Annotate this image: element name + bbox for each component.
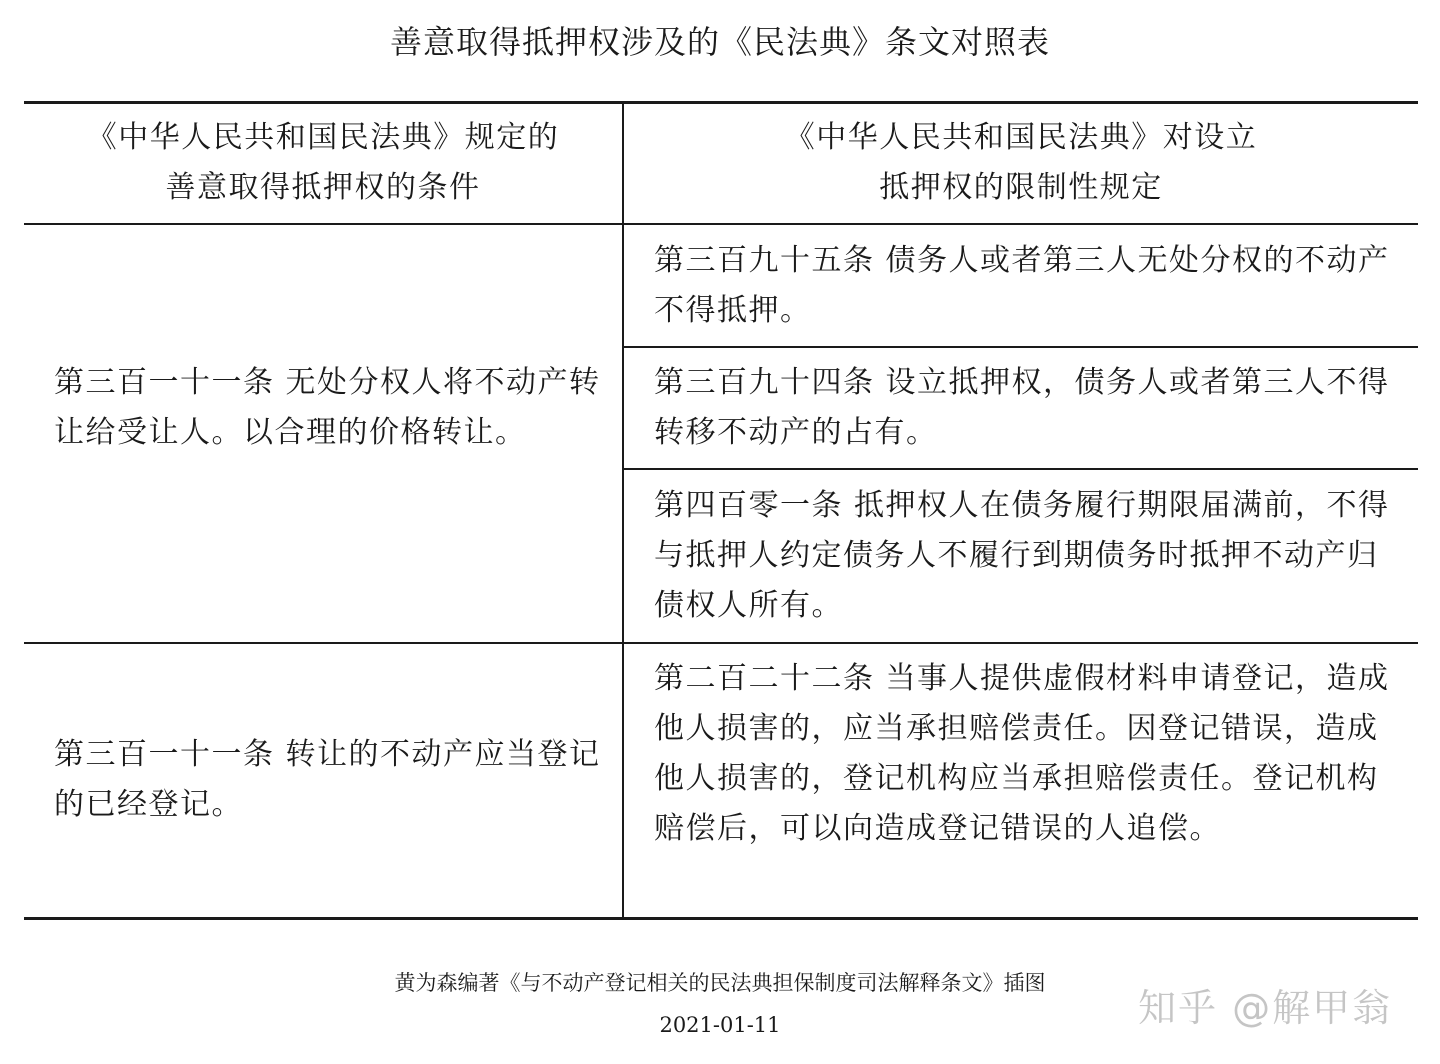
footer-caption: 黄为森编著《与不动产登记相关的民法典担保制度司法解释条文》插图: [394, 971, 1046, 995]
header-right-line1: 《中华人民共和国民法典》对设立: [784, 120, 1258, 155]
header-left: [24, 113, 622, 213]
row-divider-right-2: [623, 468, 1418, 470]
row1-right-cell-3: 第四百零一条 抵押权人在债务履行期限届满前，不得与抵押人约定债务人不履行到期债务时抵押不动产归债权人所有。: [654, 488, 1390, 623]
header-bottom-border: [24, 223, 1418, 225]
row1-left-cell: 第三百一十一条 无处分权人将不动产转让给受让人。以合理的价格转让。: [54, 365, 601, 450]
header-left-line1: 《中华人民共和国民法典》规定的: [86, 120, 560, 155]
header-left-line2: 善意取得抵押权的条件: [165, 170, 481, 205]
row-divider-right-1: [623, 346, 1418, 348]
row2-left-cell: 第三百一十一条 转让的不动产应当登记的已经登记。: [54, 737, 601, 822]
page-title: 善意取得抵押权涉及的《民法典》条文对照表: [389, 23, 1050, 61]
table-top-border: [24, 101, 1418, 104]
column-divider: [622, 101, 624, 920]
table-bottom-border: [24, 917, 1418, 920]
footer-date: 2021-01-11: [659, 1013, 781, 1037]
row-divider-main: [24, 642, 1418, 644]
row1-right-cell-1: 第三百九十五条 债务人或者第三人无处分权的不动产不得抵押。: [654, 243, 1390, 328]
row2-right-cell-1: 第二百二十二条 当事人提供虚假材料申请登记，造成他人损害的，应当承担赔偿责任。因登记错误，造成他人损害的，登记机构应当承担赔偿责任。登记机构赔偿后，可以向造成登记错误的人追偿。: [654, 661, 1390, 846]
header-right: [624, 113, 1418, 213]
row1-right-cell-2: 第三百九十四条 设立抵押权，债务人或者第三人不得转移不动产的占有。: [654, 365, 1390, 450]
watermark-text: 知乎 @解甲翁: [1138, 986, 1393, 1030]
header-right-line2: 抵押权的限制性规定: [879, 170, 1163, 205]
